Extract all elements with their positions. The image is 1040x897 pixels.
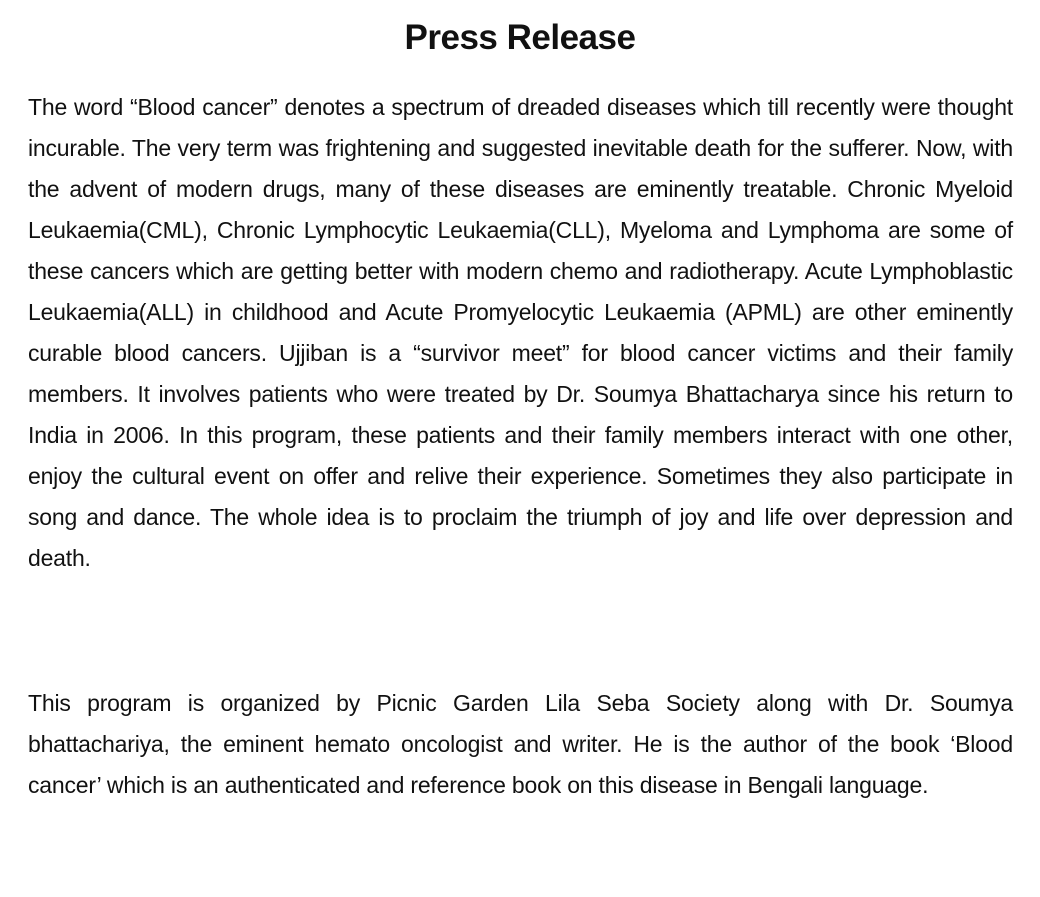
page-title: Press Release [404, 18, 636, 57]
body-paragraph-1: The word “Blood cancer” denotes a spectrum of dreaded diseases which till recently were thought incurable. The very term was frightening and suggested inevitable death for the sufferer. Now, with the advent of modern drugs, many of these diseases are eminently treatable. Chronic Myeloid Leukaemia(CML), Chronic Lymphocytic Leukaemia(CLL), Myeloma and Lymphoma are some of these cancers which are getting better with modern chemo and radiotherapy. Acute Lymphoblastic Leukaemia(ALL) in childhood and Acute Promyelocytic Leukaemia (APML) are other eminently curable blood cancers. Ujjiban is a “survivor meet” for blood cancer victims and their family members. It involves patients who were treated by Dr. Soumya Bhattacharya since his return to India in 2006. In this program, these patients and their family members interact with one other, enjoy the cultural event on offer and relive their experience. Sometimes they also participate in song and dance. The whole idea is to proclaim the triumph of joy and life over depression and death. [28, 94, 1013, 571]
body-paragraph-2: This program is organized by Picnic Garden Lila Seba Society along with Dr. Soumya bhattachariya, the eminent hemato oncologist and writer. He is the author of the book ‘Blood cancer’ which is an authenticated and reference book on this disease in Bengali language. [28, 690, 1013, 798]
